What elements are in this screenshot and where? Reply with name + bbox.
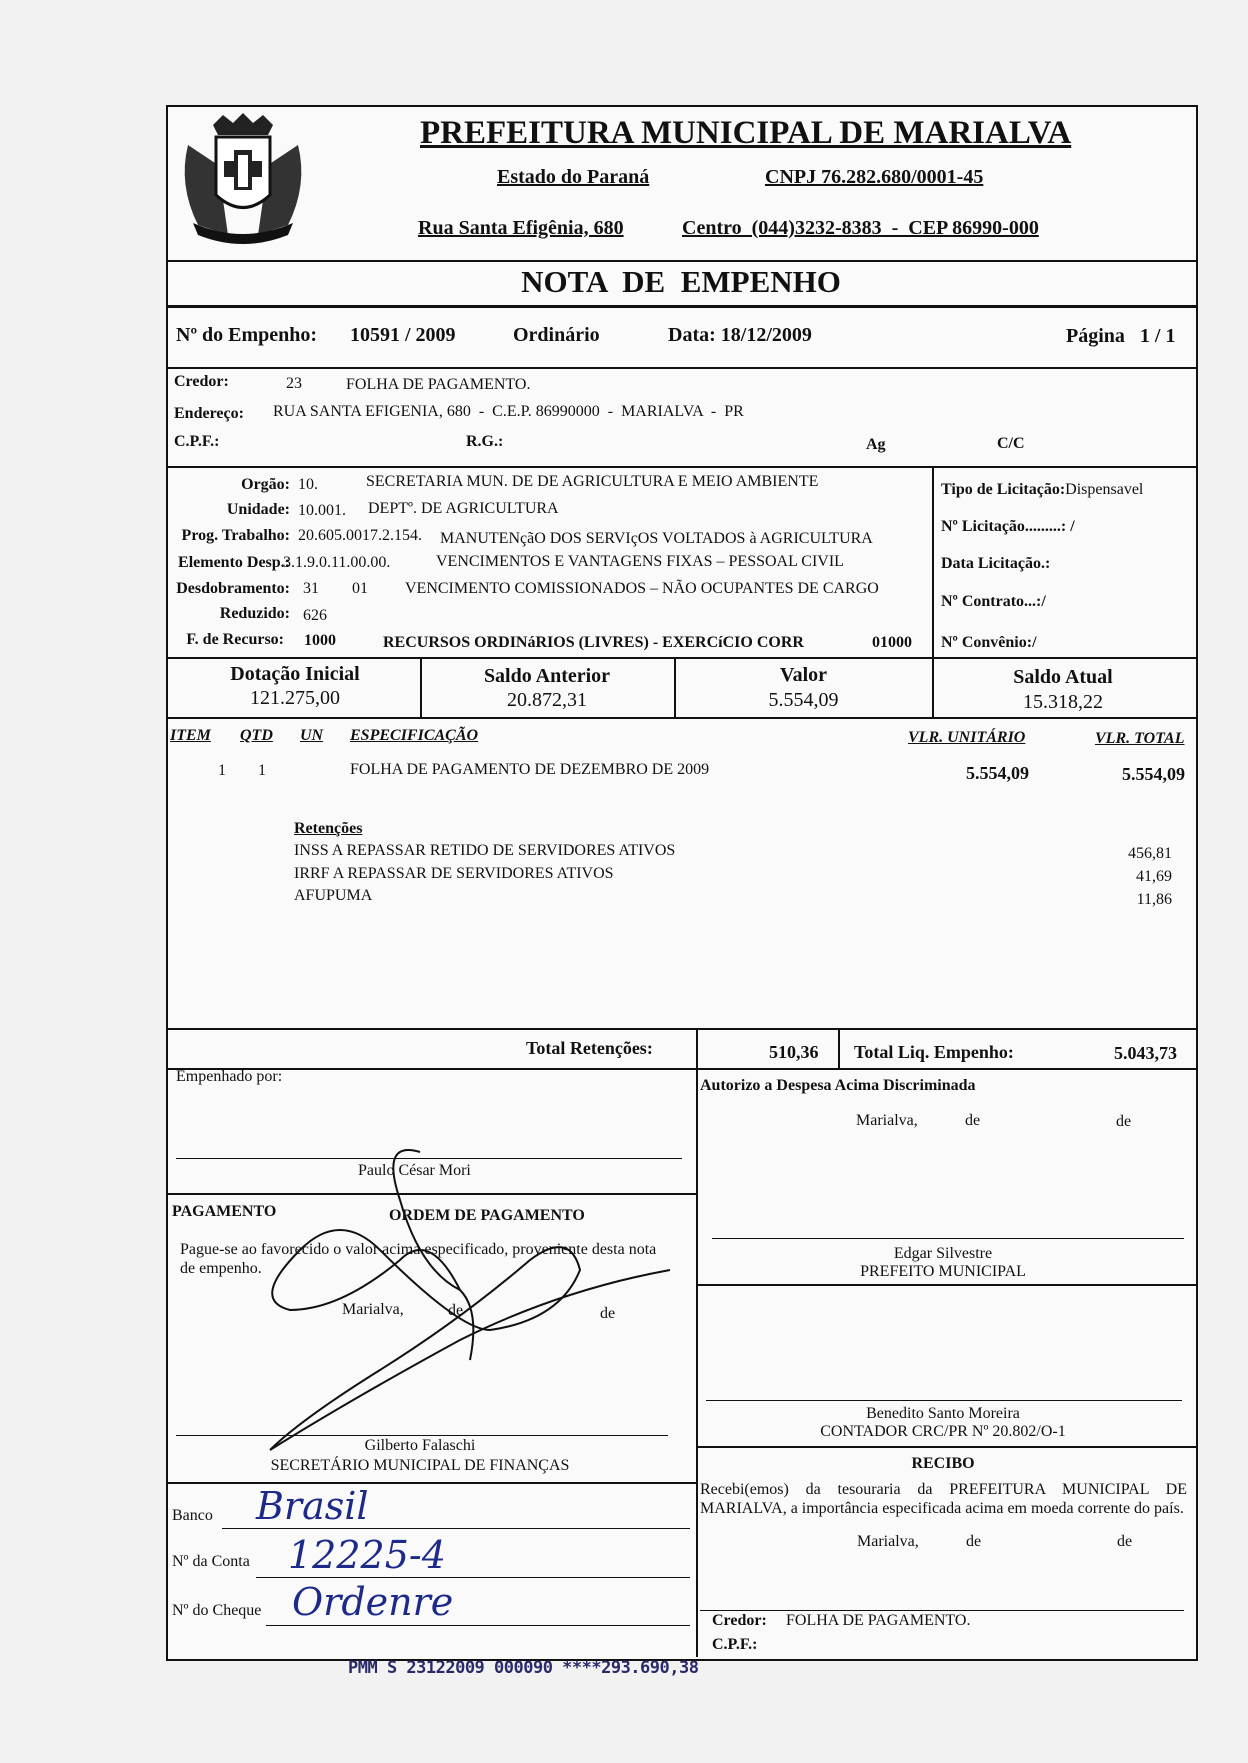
- autorizo-de: de: [965, 1112, 981, 1129]
- col-qtd: QTD: [240, 727, 273, 744]
- state-name: Estado do Paraná: [497, 166, 650, 188]
- recibo-cpf-label: C.P.F.:: [712, 1636, 758, 1653]
- empenho-number: 10591 / 2009: [350, 324, 456, 346]
- prefeito-name: Edgar Silvestre: [893, 1245, 993, 1262]
- empenho-date: Data: 18/12/2009: [668, 324, 812, 346]
- col-un: UN: [300, 727, 324, 744]
- empenho-number-label: Nº do Empenho:: [176, 324, 318, 346]
- licitacao-numero: Nº Licitação.........: /: [941, 518, 1075, 535]
- date-de: de: [600, 1305, 616, 1322]
- orgao-label: Orgão:: [241, 476, 290, 493]
- item-qtd: 1: [258, 762, 266, 779]
- address: Rua Santa Efigênia, 680: [418, 217, 624, 239]
- recurso-code: 1000: [304, 632, 336, 649]
- ordem-pagamento-label: ORDEM DE PAGAMENTO: [389, 1207, 585, 1224]
- desdobramento-label: Desdobramento:: [176, 580, 290, 597]
- col-item: ITEM: [170, 727, 211, 744]
- municipality-title: PREFEITURA MUNICIPAL DE MARIALVA: [420, 115, 1072, 151]
- item-unit-value: 5.554,09: [966, 763, 1029, 783]
- recibo-de: de: [1117, 1533, 1133, 1550]
- contador-name: Benedito Santo Moreira: [866, 1405, 1020, 1422]
- cc-label: C/C: [997, 435, 1025, 452]
- recurso-desc: RECURSOS ORDINáRIOS (LIVRES) - EXERCíCIO CORR: [383, 634, 804, 651]
- orgao-code: 10.: [298, 476, 318, 493]
- dotacao-label: Dotação Inicial: [230, 663, 360, 685]
- convenio: Nº Convênio:/: [941, 634, 1037, 651]
- orgao-desc: SECRETARIA MUN. DE DE AGRICULTURA E MEIO AMBIENTE: [366, 473, 819, 490]
- retencao-desc: INSS A REPASSAR RETIDO DE SERVIDORES ATIVOS: [294, 842, 676, 859]
- elemento-desc: VENCIMENTOS E VANTAGENS FIXAS – PESSOAL CIVIL: [436, 553, 844, 570]
- retencao-desc: AFUPUMA: [294, 887, 373, 904]
- signer-paulo: Paulo César Mori: [358, 1162, 471, 1179]
- saldo-anterior-value: 20.872,31: [507, 689, 587, 711]
- elemento-code: 3.1.9.0.11.00.00.: [283, 554, 391, 571]
- recibo-credor-label: Credor:: [712, 1612, 767, 1629]
- item-desc: FOLHA DE PAGAMENTO DE DEZEMBRO DE 2009: [350, 761, 710, 778]
- banco-label: Banco: [172, 1507, 213, 1524]
- valor-value: 5.554,09: [768, 689, 839, 711]
- col-vlr-unitario: VLR. UNITÁRIO: [908, 729, 1026, 746]
- item-number: 1: [218, 762, 226, 779]
- licitacao-data: Data Licitação.:: [941, 555, 1051, 572]
- credor-name: FOLHA DE PAGAMENTO.: [346, 376, 531, 393]
- licitacao-tipo-value: Dispensavel: [1065, 481, 1144, 498]
- handwritten-signature: [260, 1140, 680, 1470]
- total-liquido-label: Total Liq. Empenho:: [854, 1042, 1014, 1062]
- district-phone-cep: Centro (044)3232-8383 - CEP 86990-000: [682, 217, 1039, 239]
- credor-label: Credor:: [174, 373, 229, 390]
- bank-stamp: PMM S 23122009 000090 ****293.690,38: [348, 1658, 699, 1678]
- cheque-label: Nº do Cheque: [172, 1602, 262, 1619]
- reduzido-label: Reduzido:: [219, 605, 290, 622]
- col-vlr-total: VLR. TOTAL: [1095, 730, 1185, 747]
- licitacao-tipo-label: [941, 481, 1143, 499]
- total-retencoes-value: 510,36: [769, 1042, 819, 1062]
- rg-label: R.G.:: [466, 433, 504, 450]
- saldo-atual-value: 15.318,22: [1023, 691, 1103, 713]
- empenhado-por-label: Empenhado por:: [176, 1068, 283, 1085]
- contador-role: CONTADOR CRC/PR Nº 20.802/O-1: [820, 1423, 1066, 1440]
- endereco: RUA SANTA EFIGENIA, 680 - C.E.P. 86990000 - MARIALVA - PR: [273, 403, 744, 420]
- prog-label: Prog. Trabalho:: [181, 527, 290, 544]
- credor-code: 23: [286, 375, 302, 392]
- retencao-desc: IRRF A REPASSAR DE SERVIDORES ATIVOS: [294, 865, 614, 882]
- desdobramento-sub: 01: [352, 580, 368, 597]
- unidade-desc: DEPTº. DE AGRICULTURA: [368, 500, 559, 517]
- autorizo-de: de: [1116, 1113, 1132, 1130]
- unidade-code: 10.001.: [298, 502, 346, 519]
- total-liquido-value: 5.043,73: [1114, 1043, 1177, 1063]
- coat-of-arms-logo: [168, 105, 318, 255]
- recibo-de: de: [966, 1533, 982, 1550]
- unidade-label: Unidade:: [226, 501, 290, 518]
- cpf-label: C.P.F.:: [174, 433, 220, 450]
- recibo-credor-value: FOLHA DE PAGAMENTO.: [786, 1612, 971, 1629]
- recibo-marialva: Marialva,: [857, 1533, 919, 1550]
- ag-label: Ag: [866, 436, 886, 453]
- banco-value: Brasil: [256, 1484, 369, 1528]
- licitacao-tipo-label-text: Tipo de Licitação:: [941, 481, 1066, 498]
- page-number: Página 1 / 1: [1066, 325, 1176, 347]
- recibo-title: RECIBO: [911, 1455, 975, 1472]
- empenho-type: Ordinário: [513, 324, 600, 346]
- total-retencoes-label: Total Retenções:: [526, 1038, 653, 1058]
- autorizo-label: Autorizo a Despesa Acima Discriminada: [700, 1077, 976, 1094]
- desdobramento-desc: VENCIMENTO COMISSIONADOS – NÃO OCUPANTES DE CARGO: [405, 580, 879, 597]
- prog-desc: MANUTENçãO DOS SERVIçOS VOLTADOS à AGRICULTURA: [440, 530, 873, 547]
- col-especificacao: ESPECIFICAÇÃO: [350, 727, 479, 744]
- valor-label: Valor: [779, 664, 828, 686]
- dotacao-value: 121.275,00: [250, 687, 340, 709]
- saldo-atual-label: Saldo Atual: [1013, 666, 1113, 688]
- prefeito-role: PREFEITO MUNICIPAL: [860, 1263, 1026, 1280]
- recibo-text: Recebi(emos) da tesouraria da PREFEITURA MUNICIPAL DE MARIALVA, a importância especificada acima em moeda corrente do país.: [700, 1481, 1187, 1517]
- conta-label: Nº da Conta: [172, 1553, 250, 1570]
- pagamento-label: PAGAMENTO: [172, 1203, 277, 1220]
- cnpj: CNPJ 76.282.680/0001-45: [765, 166, 984, 188]
- item-total-value: 5.554,09: [1122, 764, 1185, 784]
- recurso-num: 01000: [872, 634, 912, 651]
- autorizo-marialva: Marialva,: [856, 1112, 918, 1129]
- prog-code: 20.605.0017.2.154.: [298, 527, 422, 544]
- retencao-value: 11,86: [1136, 891, 1172, 908]
- retencao-value: 456,81: [1128, 845, 1172, 862]
- endereco-label: Endereço:: [174, 405, 244, 422]
- recurso-label: F. de Recurso:: [186, 631, 284, 648]
- conta-value: 12225-4: [288, 1533, 446, 1577]
- pague-se-text: Pague-se ao favorecido o valor acima especificado, proveniente desta nota de empenho.: [180, 1241, 657, 1277]
- retencoes-title: Retenções: [294, 820, 363, 837]
- cheque-value: Ordenre: [292, 1580, 454, 1624]
- marialva-date-label: Marialva,: [342, 1301, 404, 1318]
- document-title: NOTA DE EMPENHO: [521, 264, 841, 299]
- elemento-label: Elemento Desp.:: [178, 554, 290, 571]
- signer-gilberto: Gilberto Falaschi: [364, 1437, 476, 1454]
- contrato: Nº Contrato...:/: [941, 593, 1046, 610]
- reduzido-value: 626: [303, 607, 327, 624]
- retencao-value: 41,69: [1136, 868, 1172, 885]
- date-de: de: [448, 1302, 464, 1319]
- signer-gilberto-role: SECRETÁRIO MUNICIPAL DE FINANÇAS: [270, 1457, 570, 1474]
- desdobramento-code: 31: [303, 580, 319, 597]
- saldo-anterior-label: Saldo Anterior: [483, 665, 611, 687]
